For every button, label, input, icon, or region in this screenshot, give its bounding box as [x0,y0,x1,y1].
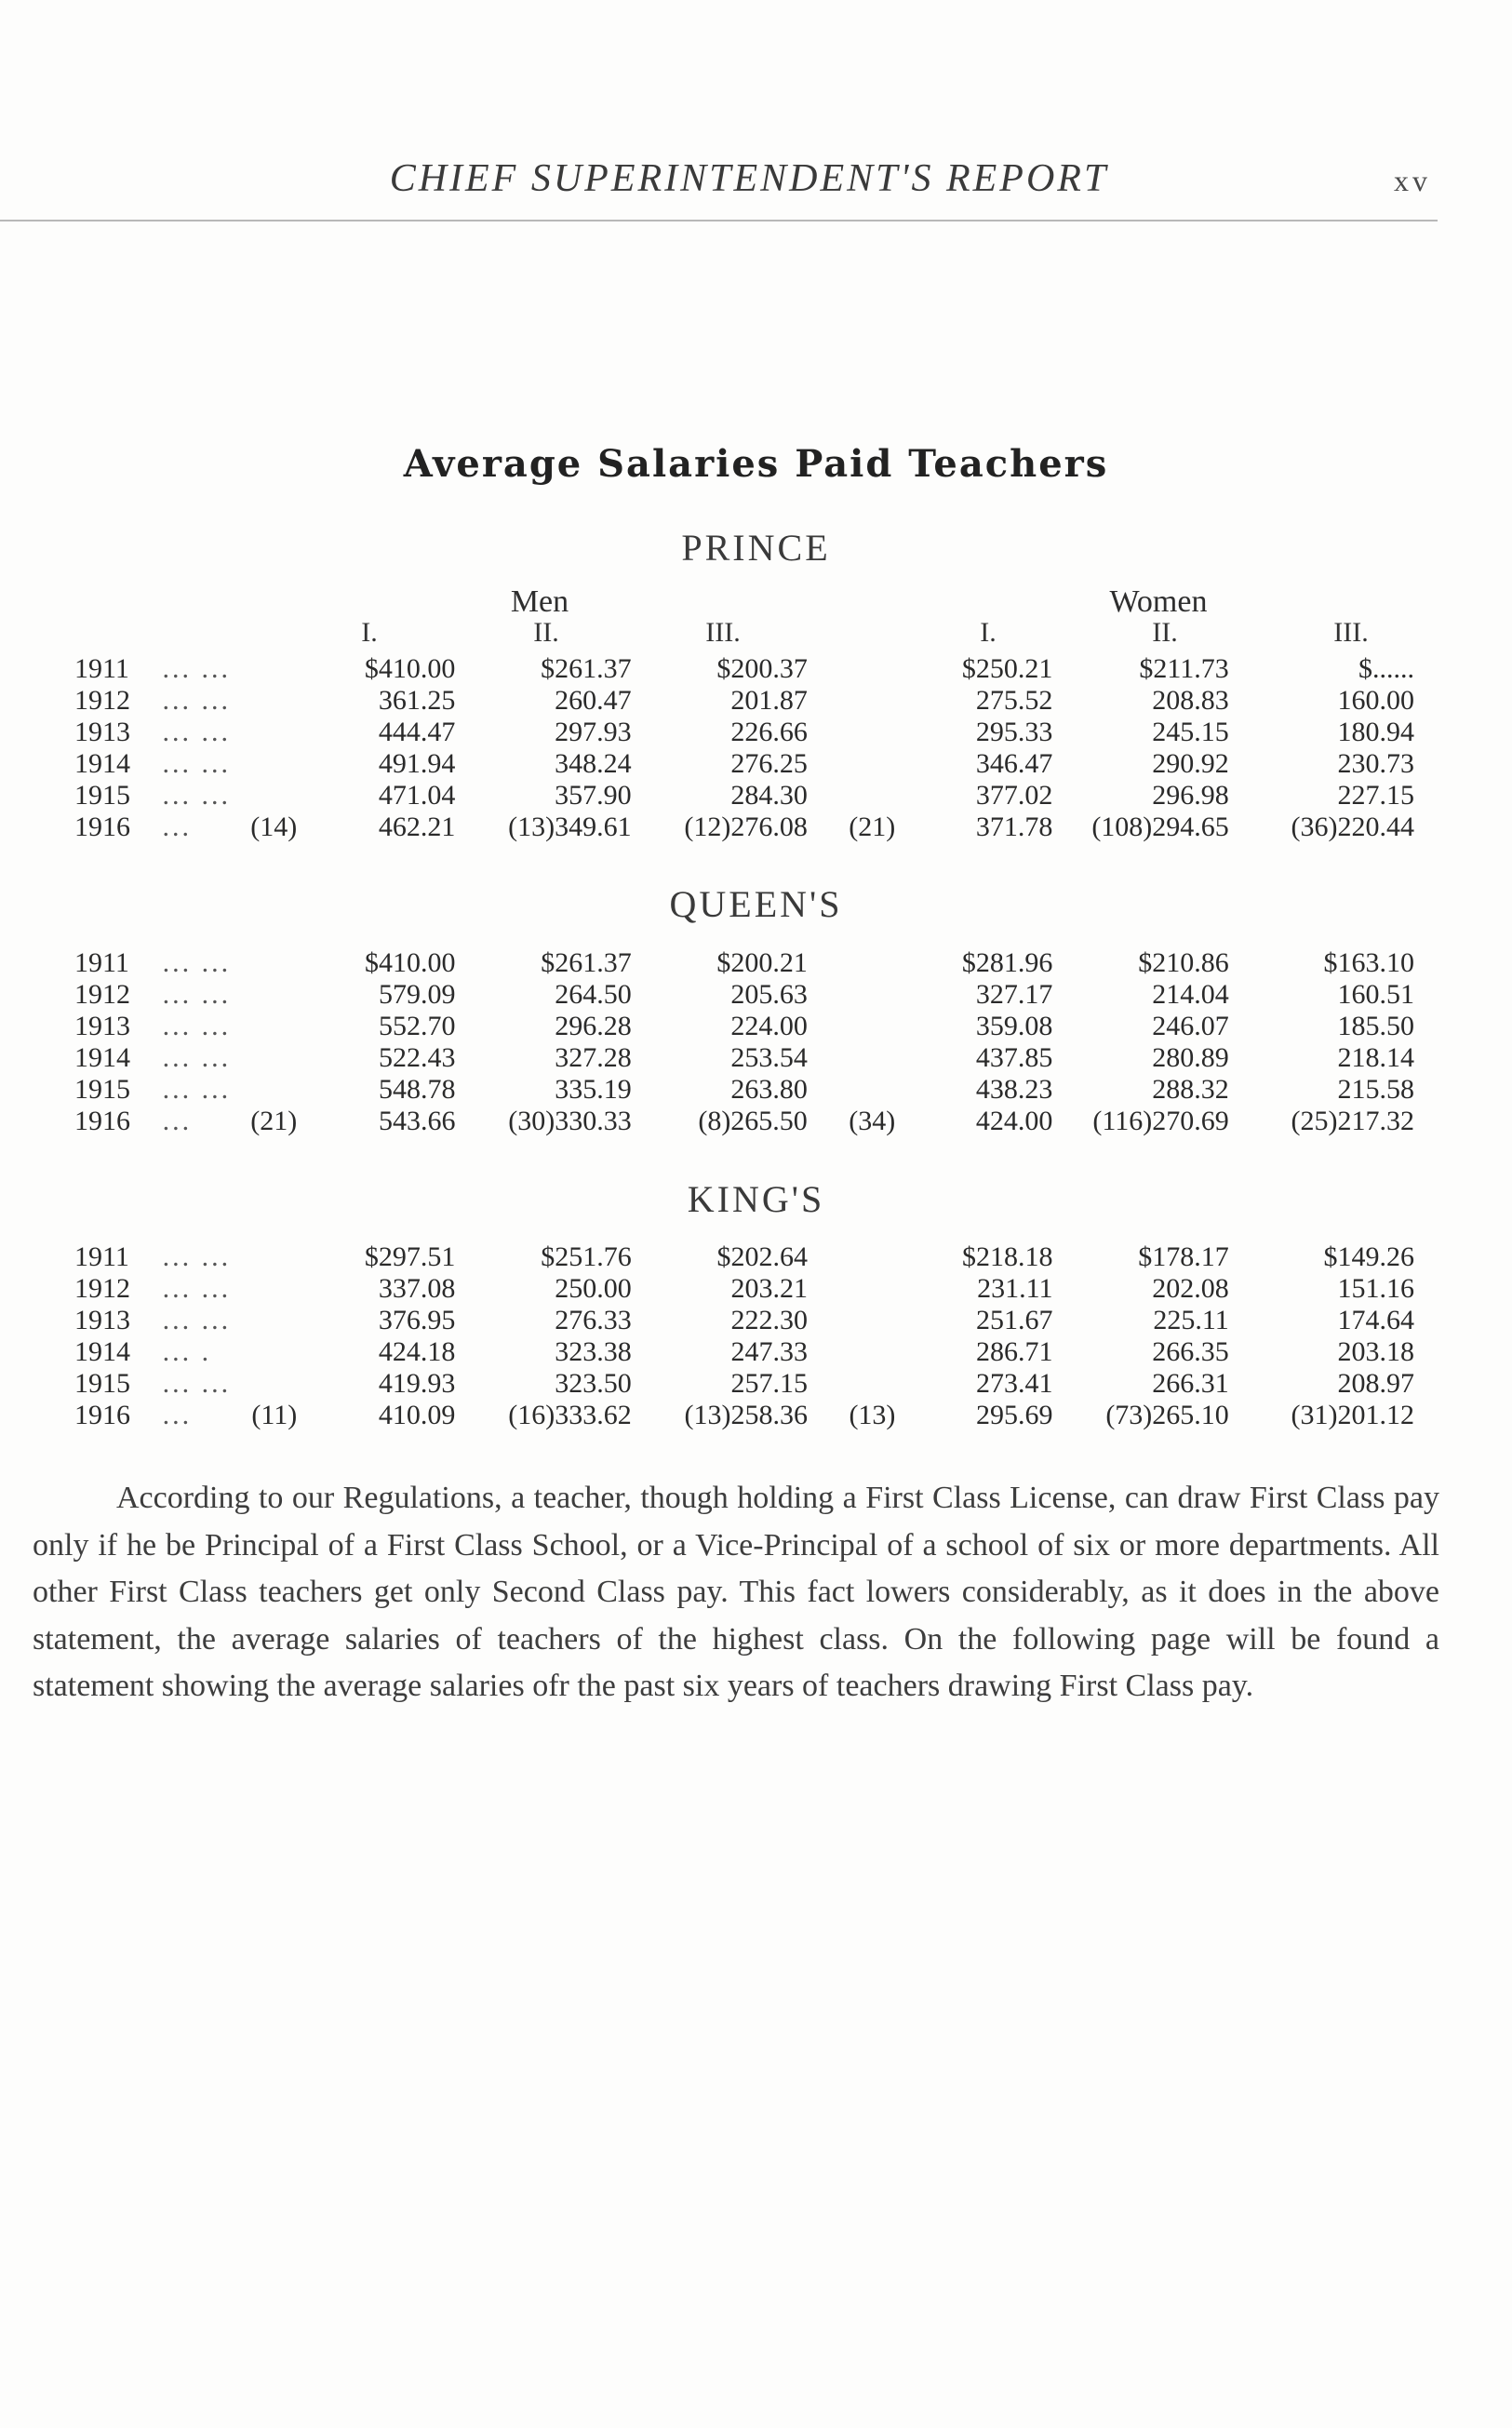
table-body [74,1241,1414,1431]
men-class-1-value: 548.78 [378,1074,456,1105]
men-class-1-value: 579.09 [378,979,456,1010]
col-head-women-3: III. [1333,617,1369,648]
women-school-count: (13) [849,1400,896,1430]
year-cell: 1913 [74,1011,130,1041]
men-class-1-value: 552.70 [378,1011,456,1041]
women-class-1-value: 273.41 [976,1368,1053,1399]
women-class-1-value: 438.23 [975,1074,1053,1105]
year-cell: 1913 [74,717,130,747]
men-class-2-value: 357.90 [555,780,632,811]
leader-dots: ... ... [162,1074,232,1105]
women-school-count: (34) [849,1106,896,1136]
women-class-1-value: 371.78 [975,812,1053,842]
men-class-2-value: (13)349.61 [508,812,632,842]
women-school-count [808,748,895,780]
table-row [74,979,1414,1011]
women-class-1-value: 286.71 [976,1336,1053,1367]
men-class-1-value: $297.51 [364,1241,456,1272]
men-class-2-value: 260.47 [555,685,632,716]
women-class-3-value: 160.51 [1337,979,1414,1010]
year-cell: 1911 [74,947,129,978]
women-class-3-value: 203.18 [1337,1336,1414,1367]
section-title-prince: PRINCE [681,527,831,569]
men-school-count [241,1042,302,1074]
women-class-1-value: $218.18 [962,1241,1053,1272]
men-class-3-value: $200.37 [716,653,808,684]
men-school-count [241,653,302,685]
women-label: Women [1109,584,1208,619]
men-class-2-value: 327.28 [555,1042,632,1073]
women-class-3-value: 174.64 [1337,1305,1414,1335]
women-class-2-value: 246.07 [1152,1011,1229,1041]
men-school-count [241,748,302,780]
running-header [0,156,1512,212]
men-class-1-value: $410.00 [364,653,456,684]
table-row [74,1106,1414,1137]
men-class-1-value: 522.43 [378,1042,456,1073]
women-class-3-value: 160.00 [1337,685,1414,716]
leader-dots: ... ... [162,748,232,779]
men-class-1-value: 410.09 [378,1400,456,1430]
women-class-3-value: $...... [1358,653,1414,684]
women-class-1-value: $250.21 [961,653,1053,684]
year-cell: 1914 [74,1336,130,1367]
men-class-3-value: 276.25 [730,748,808,779]
leader-dots: ... ... [162,1011,232,1041]
women-class-2-value: (108)294.65 [1091,812,1229,842]
women-class-2-value: (73)265.10 [1105,1400,1229,1430]
women-class-2-value: 245.15 [1152,717,1229,747]
men-class-1-value: 361.25 [378,685,456,716]
men-school-count [241,1273,302,1305]
col-head-men-3: III. [705,617,741,648]
leader-dots: ... [162,1400,193,1430]
women-class-3-value: 215.58 [1337,1074,1414,1105]
women-school-count [808,1368,895,1400]
men-class-1-value: 543.66 [378,1106,456,1136]
women-class-2-value: 280.89 [1152,1042,1229,1073]
men-school-count [241,1368,302,1400]
leader-dots: ... ... [162,1273,232,1304]
men-school-count: (14) [250,812,298,842]
men-class-2-value: $251.76 [541,1241,632,1272]
leader-dots: ... ... [162,685,232,716]
table-row [74,1011,1414,1042]
women-class-2-value: 266.35 [1152,1336,1229,1367]
table-row [74,1241,1414,1273]
men-class-3-value: $200.21 [716,947,808,978]
women-class-2-value: 296.98 [1152,780,1229,811]
men-class-3-value: 205.63 [730,979,808,1010]
table-row [74,1042,1414,1074]
leader-dots: ... ... [162,653,232,684]
men-class-2-value: 296.28 [555,1011,632,1041]
men-class-1-value: 462.21 [378,812,456,842]
leader-dots: ... ... [162,947,232,978]
year-cell: 1912 [74,685,130,716]
men-class-3-value: 284.30 [730,780,808,811]
col-head-women-2: II. [1152,617,1178,648]
men-class-1-value: 471.04 [378,780,456,811]
men-school-count: (11) [251,1400,298,1430]
table-row [74,748,1414,780]
women-school-count [808,1074,895,1106]
header-rule [0,220,1438,221]
men-school-count [241,947,302,979]
men-class-3-value: 257.15 [730,1368,808,1399]
col-head-women-1: I. [980,617,997,648]
section-title-kings: KING'S [687,1178,825,1220]
men-class-2-value: (16)333.62 [508,1400,632,1430]
women-school-count [808,780,895,812]
women-class-3-value: 230.73 [1337,748,1414,779]
leader-dots: ... ... [162,1368,232,1399]
men-school-count [241,1011,302,1042]
men-class-2-value: 297.93 [555,717,632,747]
leader-dots: ... ... [162,1042,232,1073]
women-class-2-value: 290.92 [1152,748,1229,779]
section-title-queens: QUEEN'S [669,883,843,925]
men-class-2-value: 276.33 [555,1305,632,1335]
men-class-3-value: (12)276.08 [684,812,808,842]
table-row [74,717,1414,748]
table-row [74,780,1414,812]
leader-dots: ... . [162,1336,212,1367]
year-cell: 1915 [74,780,130,811]
women-class-3-value: (25)217.32 [1291,1106,1414,1136]
women-school-count [808,1273,895,1305]
year-cell: 1913 [74,1305,130,1335]
women-class-1-value: 424.00 [975,1106,1053,1136]
women-class-1-value: 437.85 [975,1042,1053,1073]
year-cell: 1911 [74,653,129,684]
men-class-3-value: (13)258.36 [684,1400,808,1430]
table-row [74,685,1414,717]
women-class-2-value: $210.86 [1138,947,1229,978]
men-class-2-value: 348.24 [555,748,632,779]
women-school-count [808,1336,895,1368]
table-row [74,1074,1414,1106]
col-head-men-2: II. [533,617,559,648]
women-class-2-value: $211.73 [1139,653,1229,684]
men-school-count [241,1241,302,1273]
women-school-count [808,1305,895,1336]
women-class-3-value: (36)220.44 [1291,812,1414,842]
men-class-2-value: (30)330.33 [508,1106,632,1136]
men-class-2-value: 250.00 [555,1273,632,1304]
women-school-count [808,1011,895,1042]
table-row [74,1336,1414,1368]
table-body [74,653,1414,843]
women-class-2-value: 202.08 [1152,1273,1229,1304]
year-cell: 1911 [74,1241,129,1272]
year-cell: 1916 [74,1400,130,1430]
women-class-1-value: 275.52 [975,685,1053,716]
women-class-1-value: 295.33 [975,717,1053,747]
men-class-1-value: 491.94 [378,748,456,779]
table-row [74,1273,1414,1305]
men-class-3-value: 263.80 [730,1074,808,1105]
body-paragraph: According to our Regulations, a teacher, though holding a First Class License, can draw First Class pay only if he be Principal of a First Class School, or a Vice-Principal of a school of six or more departments. All other First Class teachers get only Second Class pay. This fact lowers considerably, as it does in the above statement, the average salaries of teachers of the highest class. On the following page will be found a statement showing the average salaries ofr the past six years of teachers drawing First Class pay. [33,1481,1439,1703]
table-body [74,947,1414,1137]
men-school-count [241,1305,302,1336]
year-cell: 1915 [74,1368,130,1399]
men-class-3-value: 224.00 [730,1011,808,1041]
men-school-count [241,780,302,812]
women-class-3-value: $163.10 [1323,947,1414,978]
women-school-count [808,653,895,685]
salary-table-prince [74,653,1414,843]
men-class-2-value: $261.37 [541,947,632,978]
leader-dots: ... ... [162,780,232,811]
women-school-count [808,1042,895,1074]
women-school-count [808,979,895,1011]
women-class-3-value: 180.94 [1337,717,1414,747]
women-class-2-value: 208.83 [1152,685,1229,716]
year-cell: 1915 [74,1074,130,1105]
women-class-2-value: $178.17 [1138,1241,1229,1272]
men-class-2-value: 323.38 [555,1336,632,1367]
men-school-count [241,685,302,717]
women-class-1-value: 251.67 [976,1305,1053,1335]
women-class-1-value: 295.69 [976,1400,1053,1430]
year-cell: 1912 [74,979,130,1010]
women-school-count [808,685,895,717]
men-class-3-value: 247.33 [730,1336,808,1367]
men-class-3-value: 201.87 [730,685,808,716]
table-title: Average Salaries Paid Teachers [403,442,1109,486]
table-row [74,653,1414,685]
men-school-count [241,717,302,748]
leader-dots: ... [162,812,193,842]
men-label: Men [510,584,569,619]
leader-dots: ... [162,1106,193,1136]
running-title: CHIEF SUPERINTENDENT'S REPORT [389,157,1109,200]
women-class-1-value: 346.47 [975,748,1053,779]
men-class-2-value: 264.50 [555,979,632,1010]
men-class-3-value: 222.30 [730,1305,808,1335]
women-class-1-value: 327.17 [975,979,1053,1010]
women-class-2-value: 225.11 [1153,1305,1229,1335]
men-class-3-value: (8)265.50 [698,1106,808,1136]
women-class-3-value: 151.16 [1337,1273,1414,1304]
page-number: xv [1394,164,1431,197]
table-row [74,947,1414,979]
women-class-2-value: 214.04 [1152,979,1229,1010]
year-cell: 1914 [74,748,130,779]
men-class-1-value: $410.00 [364,947,456,978]
women-class-1-value: $281.96 [961,947,1053,978]
men-school-count [241,1074,302,1106]
men-school-count: (21) [250,1106,298,1136]
men-class-3-value: $202.64 [716,1241,808,1272]
women-class-2-value: 266.31 [1152,1368,1229,1399]
salary-table-queens [74,947,1414,1137]
men-class-3-value: 226.66 [730,717,808,747]
men-class-1-value: 376.95 [378,1305,456,1335]
women-school-count [808,717,895,748]
year-cell: 1916 [74,812,130,842]
leader-dots: ... ... [162,1241,232,1272]
year-cell: 1916 [74,1106,130,1136]
men-school-count [241,1336,302,1368]
men-class-3-value: 253.54 [730,1042,808,1073]
men-class-1-value: 419.93 [378,1368,456,1399]
women-class-3-value: 218.14 [1337,1042,1414,1073]
women-school-count [808,947,895,979]
women-class-3-value: $149.26 [1323,1241,1414,1272]
leader-dots: ... ... [162,717,232,747]
men-class-2-value: 335.19 [555,1074,632,1105]
men-school-count [241,979,302,1011]
men-class-3-value: 203.21 [730,1273,808,1304]
table-row [74,1400,1414,1431]
leader-dots: ... ... [162,979,232,1010]
men-class-1-value: 444.47 [378,717,456,747]
women-class-3-value: (31)201.12 [1291,1400,1414,1430]
women-class-3-value: 208.97 [1337,1368,1414,1399]
men-class-2-value: 323.50 [555,1368,632,1399]
women-school-count [808,1241,895,1273]
table-row [74,812,1414,843]
col-head-men-1: I. [361,617,378,648]
women-class-3-value: 227.15 [1337,780,1414,811]
leader-dots: ... ... [162,1305,232,1335]
women-class-2-value: 288.32 [1152,1074,1229,1105]
women-class-1-value: 359.08 [975,1011,1053,1041]
women-school-count: (21) [849,812,896,842]
women-class-2-value: (116)270.69 [1092,1106,1229,1136]
women-class-1-value: 377.02 [975,780,1053,811]
table-row [74,1305,1414,1336]
men-class-1-value: 424.18 [378,1336,456,1367]
men-class-2-value: $261.37 [541,653,632,684]
table-row [74,1368,1414,1400]
men-class-1-value: 337.08 [378,1273,456,1304]
year-cell: 1914 [74,1042,130,1073]
salary-table-kings [74,1241,1414,1431]
women-class-1-value: 231.11 [977,1273,1053,1304]
year-cell: 1912 [74,1273,130,1304]
women-class-3-value: 185.50 [1337,1011,1414,1041]
